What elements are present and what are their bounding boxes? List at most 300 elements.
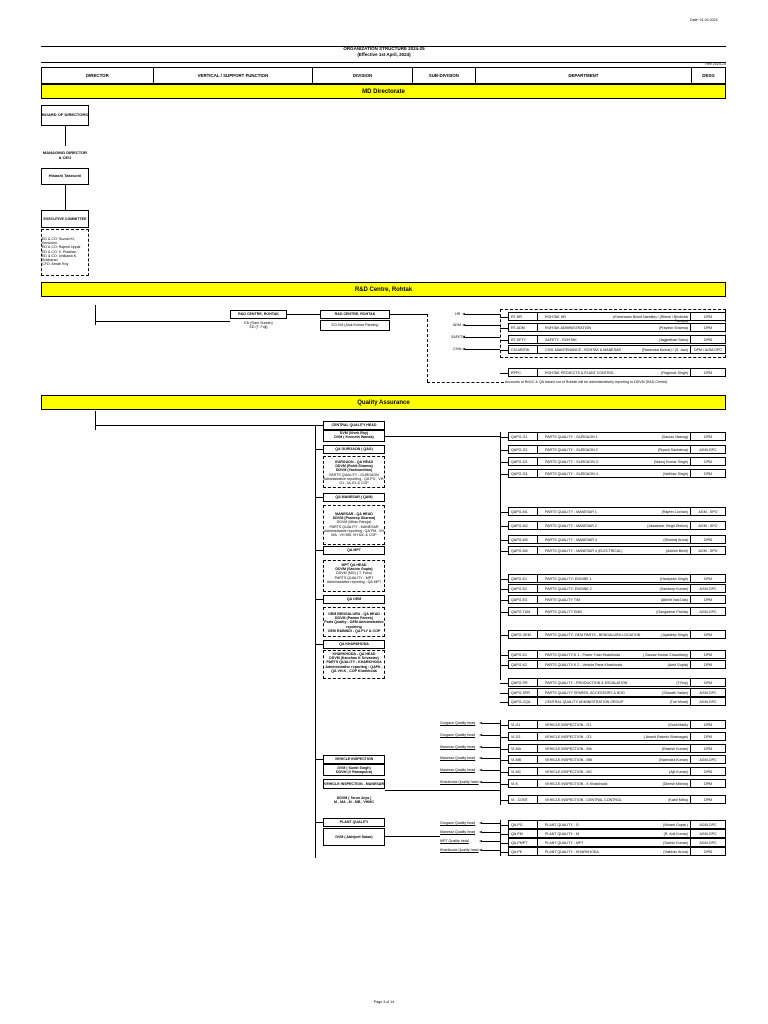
connector	[315, 550, 323, 551]
kh-head-line: KHARKHODA - QA HEAD	[332, 652, 376, 656]
rnd-desg: DPM	[704, 337, 712, 342]
rnd-code: RT-ADM	[511, 325, 525, 330]
connector	[315, 497, 323, 498]
qa-spine	[315, 425, 316, 858]
mpt-head-line: DDVM (Sachin Gupta)	[335, 567, 373, 572]
row-divider	[537, 521, 538, 530]
qa-central-sub-2: DVM ( Kenneth Wanda)	[334, 435, 374, 439]
qa-dept: PARTS QUALITY EMB	[545, 609, 582, 614]
band-md-directorate: MD Directorate	[41, 84, 726, 99]
doc-title: ORGANIZATION STRUCTURE 2024-25	[343, 46, 425, 51]
qa-name: (Hardyesh Singh)	[660, 576, 688, 581]
qa-mpt-head	[323, 563, 385, 584]
vi-name: (Narendra Kumar)	[659, 757, 688, 762]
qa-desg: AGM - SPO	[698, 509, 718, 514]
gurgaon-head-line: Administrative reporting : QA PG , VH-G1 , IA-G1 & COP	[323, 476, 385, 486]
qa-name: (Sandeep Kumar)	[659, 586, 688, 591]
md-person: Hisashi Takeuchi	[41, 168, 89, 185]
row-divider	[537, 838, 538, 847]
connector	[465, 349, 500, 350]
plant-dept: PLANT QUALITY - MPT	[545, 840, 584, 845]
qa-dept: PARTS QUALITY - GURGAON 3	[545, 459, 598, 464]
vi-manesar-sub-2: M - MA , M - MB , VHMC	[334, 800, 374, 804]
plant-desg: DPM	[704, 849, 712, 854]
title-rule-top	[41, 46, 726, 47]
qa-dept: PARTS QUALITY - MANESAR 4 (ELECTRICAL)	[545, 548, 623, 553]
rnd-name: (Pravesh Sharma)	[658, 325, 688, 330]
connector	[500, 350, 508, 351]
vi-code: VI - CONT	[511, 797, 528, 802]
vi-name: (Sunil Malik)	[668, 722, 688, 727]
vehicle-sub-line: DDVM (V Ramaputra)	[335, 770, 373, 774]
qa-dept: PARTS QUALITY - MANESAR 1	[545, 509, 597, 514]
header-desg: DESG	[702, 73, 715, 78]
rnd-name: (Kheshwani Binod Nandita) / (Ritesh / Bindhdal Pandya)	[613, 314, 688, 323]
connector	[500, 589, 508, 590]
arrow-icon	[479, 822, 482, 824]
rnd-left-box: R&D CENTRE, ROHTAK	[230, 310, 287, 319]
md-ceo: MANAGING DIRECTOR & CEO	[42, 150, 88, 160]
rnd-dept: CIVIL MAINTENANCE - ROHTAK & MANESAR	[545, 347, 622, 352]
qa-desg: DPM	[704, 652, 712, 657]
connector	[95, 321, 230, 322]
header-vertical: VERTICAL / SUPPORT FUNCTION	[154, 68, 314, 83]
arrow-icon	[479, 722, 482, 724]
row-divider	[537, 445, 538, 454]
plant-desg: AGM-OPC	[699, 840, 717, 845]
qa-desg: AGM - SPO	[698, 548, 718, 553]
rnd-dept: SAFETY - ROHTAK	[545, 337, 577, 342]
exec-member: Sridharan	[42, 258, 58, 263]
connector	[500, 600, 508, 601]
qa-kharkhoda-head	[323, 652, 385, 673]
vi-dept: VEHICLE INSPECTION - MC	[545, 769, 593, 774]
rnd-code: RT-SFTY	[511, 337, 526, 342]
qa-name: (Rajeev Lochan)	[661, 509, 688, 514]
band-rnd-centre: R&D Centre, Rohtak	[41, 282, 726, 297]
rnd-mid-sub: EO-VM (Alok Kumar Pandey)	[320, 320, 390, 331]
vi-name: ( Anand Rakesh Bhatnagar)	[643, 734, 688, 739]
qa-code: QAPG-CQA	[511, 699, 531, 704]
rnd-name: (Jagjeethan Sahu)	[658, 337, 688, 342]
kh-head-line: PARTS QUALITY - KHARKHODA	[326, 660, 382, 665]
qa-desg: AGM-OPC	[699, 447, 717, 452]
rnd-left-sub-2: ED (T. Fuji)	[249, 325, 268, 329]
rnd-dept: ROHTAK PROJECTS & PLANT CONTROL	[545, 370, 615, 375]
rnd-func-hr: HR	[455, 312, 461, 316]
header-subdivision: SUB-DIVISION	[413, 68, 476, 83]
row-divider	[537, 584, 538, 593]
connector	[482, 747, 500, 748]
qa-code: QAPG-M2	[511, 523, 528, 528]
executive-committee: EXECUTIVE COMMITTEE	[41, 210, 89, 228]
arrow-icon	[479, 831, 482, 833]
row-divider	[537, 595, 538, 604]
row-divider	[537, 323, 538, 332]
connector	[500, 702, 508, 703]
qa-desg: DPM	[704, 632, 712, 637]
arrow-icon	[479, 757, 482, 759]
board-of-directors: BOARD OF DIRECTORS	[41, 105, 89, 126]
vi-desg: DPM	[704, 797, 712, 802]
connector	[500, 825, 508, 826]
vi-desg: AGM-OPC	[699, 757, 717, 762]
connector	[500, 373, 508, 374]
connector	[482, 723, 500, 724]
oem-head-line: OEM RABINDI - QA PLY & COP	[327, 628, 381, 633]
qa-manesar-box: QA MANESAR ( QAM)	[323, 493, 385, 502]
connector	[500, 474, 508, 475]
arrow-icon	[479, 781, 482, 783]
connector	[427, 314, 428, 382]
qa-name: (Manoj Kumar Singh)	[654, 459, 688, 464]
qa-dept: PARTS QUALITY SPARES, ACCESSORY & BOD	[545, 690, 625, 695]
qa-dept: PARTS QUALITY- ENGINE 2	[545, 586, 592, 591]
rnd-mid-box: R&D CENTRE, ROHTAK	[320, 310, 390, 319]
vi-dept: VEHICLE INSPECTION - CENTRAL CONTROL	[545, 797, 622, 802]
plant-name: (Sachin Kumar)	[663, 840, 688, 845]
connector	[500, 665, 508, 666]
row-divider	[537, 755, 538, 764]
connector	[482, 735, 500, 736]
plant-head-tag: Gurgaon Quality head	[440, 820, 476, 825]
qa-dept: PARTS QUALITY - GURGAON 1	[545, 434, 598, 439]
rnd-desg: DPM	[704, 314, 712, 319]
vi-name: (Kabir Mitra)	[668, 797, 688, 802]
row-divider	[537, 607, 538, 616]
vi-head-tag: Manesar Quality head	[440, 744, 476, 749]
vi-head-tag: Manesar Quality head	[440, 767, 476, 772]
qa-name: (T.Roy)	[676, 680, 688, 685]
connector	[482, 782, 500, 783]
qa-code: QAPG-K1	[511, 652, 527, 657]
row-divider	[537, 574, 538, 583]
plant-code: QA-PK	[511, 849, 523, 854]
qa-oem-head	[323, 612, 385, 633]
qa-name: (Gangadhar Parida)	[656, 609, 688, 614]
row-divider	[537, 744, 538, 753]
plant-head-tag: Manesar Quality head	[440, 829, 476, 834]
exec-member: ED & CO: Suzuki KI, Kenichiro	[42, 237, 75, 246]
qa-name: (Amit Gupta)	[667, 662, 688, 667]
connector	[95, 425, 323, 426]
vi-manesar-sub-1: DDVM ( Tarun Arya )	[336, 796, 372, 800]
vi-code: VI-MA	[511, 746, 521, 751]
connector	[482, 770, 500, 771]
row-divider	[537, 345, 538, 354]
qa-dept: PARTS QUALITY - MANESAR 2	[545, 523, 597, 528]
connector	[315, 599, 323, 600]
plant-name: (R. Anil Kumar)	[663, 831, 688, 836]
row-divider	[537, 630, 538, 639]
qa-desg: AGM-OPC	[699, 586, 717, 591]
plant-code: QA-PM	[511, 831, 523, 836]
oem-head-line: Parts Quality - OEM Administrative reporting	[324, 620, 384, 629]
connector	[500, 834, 508, 835]
qa-code: QAPG-PR	[511, 680, 528, 685]
qa-manesar-head	[323, 512, 385, 537]
vi-name: (Ajit Kumar)	[669, 769, 688, 774]
rnd-func-civil: CIVIL	[453, 347, 462, 351]
exec-member: ED & CO: Rajesh Uppal	[42, 245, 81, 250]
vi-desg: DPM	[704, 769, 712, 774]
rnd-dept: ROHTAK HR	[545, 314, 566, 319]
vi-desg: DPM	[704, 734, 712, 739]
rnd-code: CIV-MNTW	[511, 347, 530, 352]
connector	[500, 725, 508, 726]
qa-desg: AGM-OPC	[699, 699, 717, 704]
vi-rows-connector	[500, 720, 501, 805]
connector	[500, 317, 508, 318]
row-divider	[537, 820, 538, 829]
connector	[500, 612, 508, 613]
rnd-name: (Ravendra Kumar) / (S. Jain)	[642, 347, 688, 352]
qa-dept: CENTRAL QUALITY ADMINISTRATION GROUP	[545, 699, 624, 704]
qa-desg: DPM	[704, 471, 712, 476]
vi-code: VI-K	[511, 781, 518, 786]
qa-code: QAPG-E1	[511, 576, 527, 581]
connector	[500, 800, 508, 801]
column-header	[41, 67, 726, 84]
rnd-desg: DPM	[704, 325, 712, 330]
connector	[315, 644, 323, 645]
row-divider	[537, 697, 538, 706]
mpt-head-line: Administrative reporting : QA MPT	[326, 579, 382, 584]
qa-dept: PARTS QUALITY - PRODUCTION & ESCALATION	[545, 680, 628, 685]
plant-desg: AGM-OPC	[699, 831, 717, 836]
qa-code: QAPG-M4	[511, 548, 528, 553]
manesar-head-line: Administrative reporting : QA PM , VH MA , VH MB, VH MC & COP	[323, 528, 385, 538]
row-divider	[537, 688, 538, 697]
connector	[500, 551, 508, 552]
connector	[465, 314, 500, 315]
qa-desg: DPM	[704, 576, 712, 581]
row-divider	[537, 546, 538, 555]
arrow-icon	[479, 746, 482, 748]
vi-dept: VEHICLE INSPECTION - MA	[545, 746, 592, 751]
band-quality-assurance: Quality Assurance	[41, 395, 726, 410]
header-department: DEPARTMENT	[476, 68, 692, 83]
connector	[315, 759, 323, 760]
arrow-icon	[479, 849, 482, 851]
connector	[500, 328, 508, 329]
qa-name: (Vaibhav Singh)	[662, 471, 688, 476]
revision: Rev 2024-25	[705, 62, 726, 66]
vi-code: VI-MC	[511, 769, 522, 774]
vehicle-inspection-box: VEHICLE INSPECTION	[323, 755, 385, 764]
qa-central-box: CENTRAL QUALITY HEAD	[323, 421, 385, 430]
connector	[95, 305, 96, 325]
vi-head-tag: Gurgaon Quality head	[440, 720, 476, 725]
vi-code: VI-MB	[511, 757, 521, 762]
vi-desg: DPM	[704, 781, 712, 786]
vi-head-tag: Kharkhoda Quality head	[440, 779, 479, 784]
connector	[385, 436, 500, 437]
top-right-note: Date: 01.04.2024	[690, 18, 718, 22]
oem-head-line: OEM BENGALURU - QA HEAD	[328, 612, 380, 616]
row-divider	[537, 732, 538, 741]
qa-code: QAPG-M3	[511, 537, 528, 542]
connector	[482, 841, 500, 842]
exec-member: ED & CO: Ichikawa K.	[42, 253, 78, 258]
manesar-head-line: MANESAR - QA HEAD	[335, 512, 373, 516]
page-footer: Page 3 of 14	[373, 1000, 395, 1004]
qa-code: QAPG-T&M	[511, 609, 531, 614]
qa-central-sub-box	[323, 430, 385, 442]
row-divider	[537, 660, 538, 669]
vi-dept: VEHICLE INSPECTION - G1	[545, 722, 592, 727]
vehicle-inspection-sub	[323, 764, 385, 776]
vi-dept: VEHICLE INSPECTION - K Kharkhoda	[545, 781, 608, 786]
manesar-head-line: DDVM (Milan Pahuja)	[336, 520, 372, 525]
gurgaon-head-line: DDVM (Yashvardhan)	[335, 468, 373, 473]
connector	[482, 832, 500, 833]
qa-desg: DPM	[704, 680, 712, 685]
connector	[465, 325, 500, 326]
qa-dept: PARTS QUALITY-K 1 - Power Train Kharkhoda	[545, 652, 621, 657]
qa-desg: DPM	[704, 537, 712, 542]
qa-dept: PARTS QUALITY T/M	[545, 597, 581, 602]
qa-code: QAPG-G4	[511, 471, 528, 476]
row-divider	[537, 720, 538, 729]
qa-code: QAPG-K2	[511, 662, 527, 667]
rnd-name: (Raghuvir Singh)	[661, 370, 688, 375]
connector	[500, 512, 508, 513]
qa-desg: DPM	[704, 434, 712, 439]
qa-name: (Saurav Nasrog)	[661, 434, 688, 439]
connector	[500, 749, 508, 750]
qa-name: ( Ajaideep Singh)	[660, 632, 688, 637]
row-divider	[537, 779, 538, 788]
plant-dept: PLANT QUALITY - M	[545, 831, 580, 836]
plant-head-tag: MPT Quality head	[440, 838, 469, 843]
connector	[65, 185, 66, 210]
arrow-icon	[479, 734, 482, 736]
row-divider	[537, 335, 538, 344]
qa-name: (Abhilit Vasi Das)	[660, 597, 688, 602]
connector	[65, 126, 66, 146]
connector	[500, 450, 508, 451]
plant-desg: AGM-OPC	[699, 822, 717, 827]
row-divider	[537, 469, 538, 478]
plant-code: QA-PG	[511, 822, 523, 827]
mpt-head-line: DDVM (MG) ( T. Fuku)	[336, 571, 372, 576]
plant-code: QA-PMPT	[511, 840, 528, 845]
arrow-icon	[462, 348, 465, 350]
qa-name: (Sharath Yadav)	[662, 690, 688, 695]
row-divider	[537, 829, 538, 838]
plant-dept: PLANT QUALITY - KHARKHODA	[545, 849, 599, 854]
connector	[500, 540, 508, 541]
qa-gurgaon-box: QA GURGAON ( QAG)	[323, 445, 385, 454]
qa-rows-connector	[500, 432, 501, 680]
row-divider	[537, 535, 538, 544]
qa-gurgaon-head	[323, 460, 385, 485]
plant-name: (Vaibhav Arora)	[663, 849, 688, 854]
row-divider	[537, 312, 538, 321]
title-rule-bottom	[41, 62, 726, 63]
qa-dept: PARTS QUALITY- OEM PARTS - BENGALURU LOCATION	[545, 632, 641, 637]
qa-desg: AGM-OPC	[699, 609, 717, 614]
row-divider	[537, 457, 538, 466]
rnd-desg: DPM	[704, 370, 712, 375]
row-divider	[537, 368, 538, 377]
connector	[95, 411, 96, 430]
qa-dept: PARTS QUALITY - GURGAON 4	[545, 471, 598, 476]
row-divider	[537, 767, 538, 776]
vi-dept: VEHICLE INSPECTION - MB	[545, 757, 592, 762]
vi-manesar-box: VEHICLE INSPECTION - MANESAR	[323, 779, 385, 789]
vi-head-tag: Manesar Quality head	[440, 755, 476, 760]
gurgaon-head-line: DDVM (Rohit Sharma)	[335, 464, 373, 469]
connector	[500, 340, 508, 341]
arrow-icon	[479, 769, 482, 771]
exec-member: CFO: Arnab Roy	[42, 262, 69, 267]
plant-name: (Vikrant Gupta )	[662, 822, 688, 827]
connector	[500, 683, 508, 684]
header-division: DIVISION	[313, 68, 413, 83]
arrow-icon	[462, 313, 465, 315]
oem-head-line: DDVM (Pawan Pareek)	[334, 616, 374, 621]
qa-code: QAPG-E3	[511, 597, 527, 602]
connector	[500, 655, 508, 656]
connector	[482, 758, 500, 759]
qa-desg: AGM-OPC	[699, 690, 717, 695]
connector	[482, 850, 500, 851]
qa-central-sub-1: DVM (Vivek Roy)	[339, 431, 369, 435]
arrow-icon	[479, 840, 482, 842]
connector	[500, 772, 508, 773]
row-divider	[537, 678, 538, 687]
exec-members	[42, 237, 88, 266]
connector	[500, 737, 508, 738]
qa-dept: PARTS QUALITY-K 2 - Vehicle Parts Kharkhoda	[545, 662, 622, 667]
qa-dept: PARTS QUALITY - GURGAON 2	[545, 447, 598, 452]
qa-code: QAPG-G3	[511, 459, 528, 464]
qa-desg: DPM	[704, 662, 712, 667]
connector	[500, 852, 508, 853]
doc-subtitle: (Effective 1st April, 2024)	[357, 52, 411, 57]
rnd-code: RPPC	[511, 370, 521, 375]
plant-quality-sub: DVM ( Abhijeet Sakar)	[323, 828, 385, 846]
connector	[500, 437, 508, 438]
plant-dept: PLANT QUALITY - G	[545, 822, 579, 827]
connector	[465, 337, 500, 338]
connector	[427, 382, 504, 383]
exec-member: ED & CO: V. Pradhan	[42, 249, 77, 254]
gurgaon-head-line: GURGAON - QA HEAD	[334, 460, 374, 464]
connector	[500, 693, 508, 694]
row-divider	[537, 847, 538, 856]
plant-head-tag: Kharkhoda Quality head	[440, 847, 479, 852]
vi-desg: DPM	[704, 722, 712, 727]
vi-code: VI-G1	[511, 722, 521, 727]
vi-name: (Rakesh Kumar)	[661, 746, 688, 751]
mpt-head-line: PARTS QUALITY - MPT	[334, 575, 374, 580]
connector	[390, 314, 427, 315]
qa-code: QAPG-M1	[511, 509, 528, 514]
connector	[385, 836, 440, 837]
row-divider	[537, 795, 538, 804]
qa-desg: DPM	[704, 459, 712, 464]
qa-code: QAPG-G2	[511, 447, 528, 452]
vi-code: VI-G3	[511, 734, 521, 739]
qa-name: (Dheeraj Arora)	[663, 537, 688, 542]
qa-name: (Tue Moral)	[669, 699, 688, 704]
vi-dept: VEHICLE INSPECTION - G3	[545, 734, 592, 739]
qa-dept: PARTS QUALITY- ENGINE 1	[545, 576, 592, 581]
connector	[315, 822, 323, 823]
